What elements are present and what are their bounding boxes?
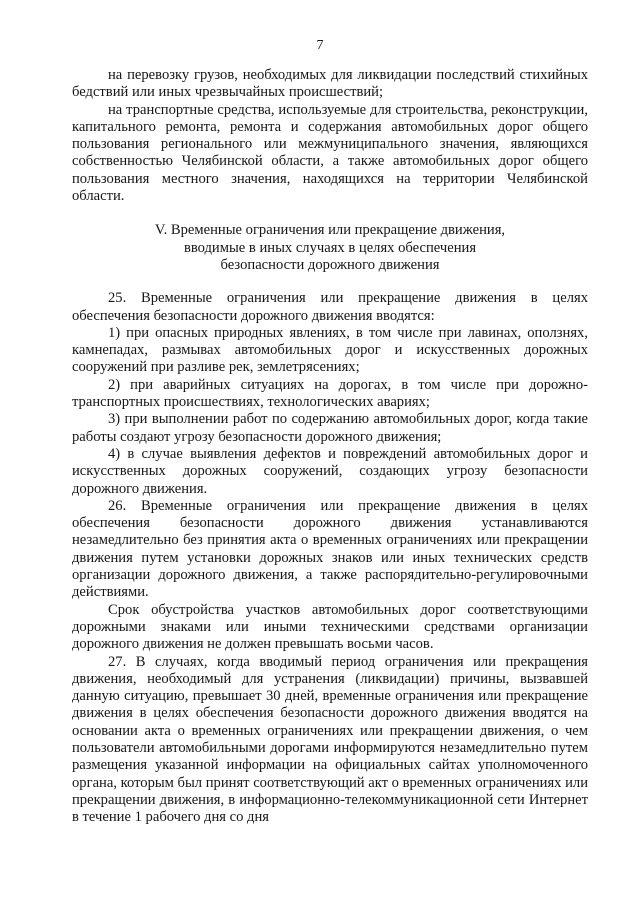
paragraph-item-25-4: 4) в случае выявления дефектов и повреждений автомобильных дорог и искусственных дорожных сооружений, создающих угрозу безопасности дорожного движения. (72, 445, 588, 497)
page-number: 7 (316, 38, 324, 53)
document-body (72, 67, 588, 826)
section-heading-line-1: V. Временные ограничения или прекращение движения, (154, 222, 506, 239)
paragraph-item-26: 26. Временные ограничения или прекращение движения в целях обеспечения безопасности дорожного движения устанавливаются незамедлительно без принятия акта о временных ограничениях или прекращении движения путем установки дорожных знаков или иных технических средств организации дорожного движения, а также распорядительно-регулировочными действиями. (72, 497, 588, 601)
paragraph-item-26-deadline: Срок обустройства участков автомобильных дорог соответствующими дорожными знаками или иными техническими средствами организации дорожного движения не должен превышать восьми часов. (72, 601, 588, 653)
section-heading-line-3: безопасности дорожного движения (220, 256, 440, 273)
paragraph-item-25-1: 1) при опасных природных явлениях, в том числе при лавинах, оползнях, камнепадах, размывах автомобильных дорог и искусственных дорожных сооружений при разливе рек, землетрясениях; (72, 324, 588, 376)
paragraph-item-25: 25. Временные ограничения или прекращение движения в целях обеспечения безопасности дорожного движения вводятся: (72, 290, 588, 324)
section-heading-line-2: вводимые в иных случаях в целях обеспечения (183, 239, 477, 256)
section-heading (72, 222, 588, 274)
paragraph-construction-vehicles: на транспортные средства, используемые для строительства, реконструкции, капитального ремонта, ремонта и содержания автомобильных дорог общего пользования регионального или межмуниципального значения, являющихся собственностью Челябинской области, а также автомобильных дорог общего пользования местного значения, находящихся на территории Челябинской области. (72, 101, 588, 205)
paragraph-item-25-2: 2) при аварийных ситуациях на дорогах, в том числе при дорожно-транспортных происшествиях, технологических авариях; (72, 376, 588, 411)
paragraph-item-27: 27. В случаях, когда вводимый период ограничения или прекращения движения, необходимый для устранения (ликвидации) причины, вызвавшей данную ситуацию, превышает 30 дней, временные ограничения или прекращение движения в целях обеспечения безопасности дорожного движения вводятся на основании акта о временных ограничениях или прекращении движения, о чем пользователи автомобильными дорогами информируются незамедлительно путем размещения указанной информации на официальных сайтах уполномоченного органа, которым был принят соответствующий акт о временных ограничениях или прекращении движения, в информационно-телекоммуникационной сети Интернет в течение 1 рабочего дня со дня (72, 653, 589, 826)
paragraph-item-25-3: 3) при выполнении работ по содержанию автомобильных дорог, когда такие работы создают угрозу безопасности дорожного движения; (72, 411, 588, 445)
paragraph-cargo-transport: на перевозку грузов, необходимых для ликвидации последствий стихийных бедствий или иных чрезвычайных происшествий; (72, 67, 588, 101)
